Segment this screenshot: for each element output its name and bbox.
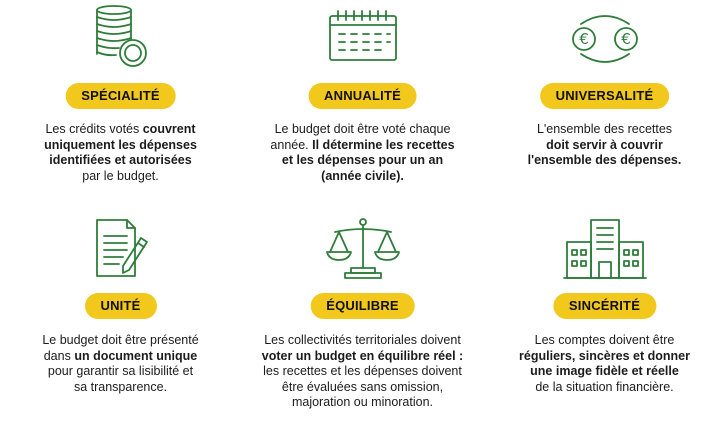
description-line (484, 364, 725, 380)
description-line (0, 122, 241, 138)
description-text: par le budget. (82, 168, 159, 183)
description-line (0, 153, 241, 169)
description-text: Le budget doit être présenté (42, 333, 199, 347)
description-text: Les comptes doivent être (534, 333, 675, 347)
description-line (242, 364, 483, 380)
description-bold-text: uniquement les dépenses (44, 137, 197, 152)
description-line (242, 169, 483, 185)
description-text: être évaluées sans omission, (281, 379, 444, 394)
office-building-icon (563, 216, 647, 282)
principle-description (0, 333, 241, 395)
description-line (484, 122, 725, 138)
description-line (484, 349, 725, 365)
description-line (242, 395, 483, 411)
document-pen-icon (89, 216, 153, 282)
description-bold-text: un document unique (74, 348, 198, 363)
principle-title: SPÉCIALITÉ (65, 83, 176, 109)
euro-exchange-icon (567, 10, 643, 66)
description-bold-text: réguliers, sincères et donner (519, 348, 690, 363)
description-text: dans (43, 348, 75, 363)
description-line (0, 380, 241, 396)
balance-scale-icon (325, 216, 401, 280)
description-bold-text: et les dépenses pour un an (281, 153, 444, 167)
description-text: majoration ou minoration. (291, 395, 434, 409)
coins-stack-icon (86, 4, 156, 72)
description-bold-text: doit servir à couvrir (546, 137, 663, 152)
description-line (0, 364, 241, 380)
description-line (242, 153, 483, 169)
description-text: pour garantir sa lisibilité et (47, 364, 194, 378)
principle-description (484, 122, 725, 169)
description-line (242, 138, 483, 154)
principle-description (0, 122, 241, 184)
description-bold-text: Il détermine les recettes (312, 137, 455, 152)
description-line (484, 380, 725, 396)
description-bold-text: couvrent (142, 122, 196, 136)
description-text: L'ensemble des recettes (536, 122, 673, 136)
principle-title: ANNUALITÉ (308, 83, 417, 109)
description-text: Le budget doit être voté chaque (274, 122, 451, 136)
description-bold-text: identifiées et autorisées (49, 153, 192, 167)
principle-title: UNITÉ (85, 293, 157, 319)
principle-card-equilibre (242, 210, 483, 425)
description-line (484, 333, 725, 349)
principle-card-unite (0, 210, 241, 425)
description-text: de la situation financière. (535, 379, 674, 394)
description-line (242, 380, 483, 396)
principle-title: SINCÉRITÉ (553, 293, 656, 319)
calendar-icon (326, 8, 400, 64)
principle-card-universalite (484, 0, 725, 210)
principle-card-specialite (0, 0, 241, 210)
description-text: année. (270, 137, 313, 152)
description-line (242, 333, 483, 349)
description-bold-text: une image fidèle et réelle (530, 364, 679, 378)
svg-text:€: € (578, 30, 589, 48)
principle-card-annualite (242, 0, 483, 210)
description-line (484, 153, 725, 169)
description-text: les recettes et les dépenses doivent (263, 364, 462, 378)
principle-card-sincerite (484, 210, 725, 425)
description-text: Les collectivités territoriales doivent (264, 333, 461, 347)
principle-description (242, 333, 483, 411)
principle-title: UNIVERSALITÉ (540, 83, 670, 109)
description-bold-text: voter un budget en équilibre réel : (261, 348, 464, 363)
description-text: sa transparence. (73, 379, 168, 394)
description-line (0, 138, 241, 154)
description-text: Les crédits votés (45, 122, 143, 136)
description-line (0, 169, 241, 185)
svg-text:€: € (620, 30, 631, 48)
description-line (484, 138, 725, 154)
principle-description (484, 333, 725, 395)
description-line (242, 349, 483, 365)
description-bold-text: (année civile). (321, 168, 404, 183)
principle-title: ÉQUILIBRE (310, 293, 415, 319)
principle-description (242, 122, 483, 184)
description-line (0, 333, 241, 349)
description-bold-text: l'ensemble des dépenses. (527, 153, 682, 167)
description-line (0, 349, 241, 365)
description-line (242, 122, 483, 138)
